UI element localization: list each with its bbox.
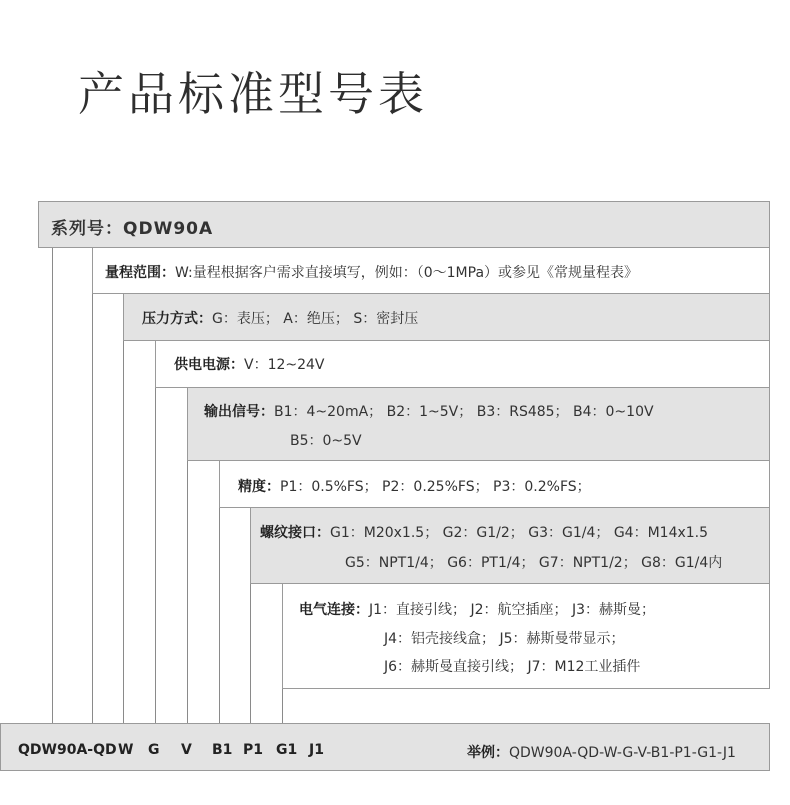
output-label: 输出信号： — [204, 404, 274, 420]
thread-line1: G1：M20x1.5； G2：G1/2； G3：G1/4； G4：M14x1.5 — [330, 525, 709, 541]
thread-label: 螺纹接口： — [260, 525, 330, 541]
range-text: W:量程根据客户需求直接填写，例如：（0～1MPa）或参见《常规量程表》 — [175, 265, 639, 281]
accuracy-text: P1：0.5%FS； P2：0.25%FS； P3：0.2%FS； — [280, 479, 591, 495]
accuracy-box — [219, 460, 770, 508]
connector-line-accuracy — [219, 507, 220, 724]
thread-line2: G5：NPT1/4； G6：PT1/4； G7：NPT1/2； G8：G1/4内 — [345, 555, 723, 571]
connector-line-power — [155, 387, 156, 724]
example-text: QDW90A-QD-W-G-V-B1-P1-G1-J1 — [509, 745, 736, 761]
output-box — [187, 387, 770, 461]
connector-line-series — [52, 247, 53, 724]
electrical-label: 电气连接： — [299, 602, 369, 618]
accuracy-label: 精度： — [238, 479, 280, 495]
code-base: QDW90A-QD — [18, 742, 117, 758]
power-box — [155, 340, 770, 388]
code-gt: G1 — [276, 742, 298, 758]
series-box — [38, 201, 770, 248]
code-b: B1 — [212, 742, 233, 758]
code-g: G — [148, 742, 160, 758]
code-v: V — [181, 742, 192, 758]
range-box — [92, 247, 770, 294]
output-line1: B1：4~20mA； B2：1~5V； B3：RS485； B4：0~10V — [274, 404, 654, 420]
range-label: 量程范围： — [105, 265, 175, 281]
power-label: 供电电源： — [174, 357, 244, 373]
code-w: W — [118, 742, 134, 758]
pressure-box — [123, 293, 770, 341]
code-j: J1 — [309, 742, 324, 758]
pressure-text: G：表压； A：绝压； S：密封压 — [212, 311, 419, 327]
electrical-line3: J6：赫斯曼直接引线； J7：M12工业插件 — [384, 659, 641, 675]
example-label: 举例： — [467, 745, 509, 761]
pressure-label: 压力方式： — [142, 311, 212, 327]
electrical-line2: J4：铝壳接线盒； J5：赫斯曼带显示； — [384, 631, 625, 647]
connector-line-thread — [250, 583, 251, 724]
page-title: 产品标准型号表 — [78, 67, 428, 121]
connector-line-pressure — [123, 340, 124, 724]
electrical-line1: J1：直接引线； J2：航空插座； J3：赫斯曼； — [369, 602, 656, 618]
connector-line-electrical — [282, 688, 283, 724]
thread-box — [250, 507, 770, 584]
series-value: QDW90A — [123, 219, 214, 239]
power-text: V：12~24V — [244, 357, 325, 373]
electrical-box — [282, 583, 770, 689]
connector-line-range — [92, 293, 93, 724]
connector-line-output — [187, 460, 188, 724]
series-label: 系列号： — [51, 219, 123, 239]
code-p: P1 — [243, 742, 264, 758]
output-line2: B5：0~5V — [290, 433, 362, 449]
